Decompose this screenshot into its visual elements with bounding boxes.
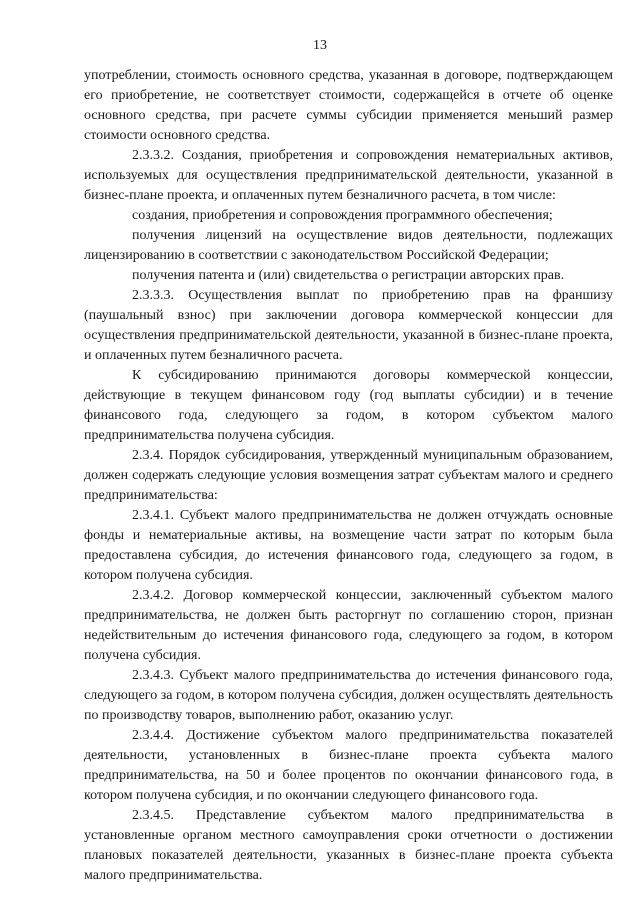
paragraph-2-3-4-1: 2.3.4.1. Субъект малого предпринимательства не должен отчуждать основные фонды и нематериальные активы, на возмещение части затрат по которым была предоставлена субсидия, до истечения финансового года, следующего за годом, в котором получена субсидия.	[84, 508, 613, 583]
paragraph-2-3-4-4: 2.3.4.4. Достижение субъектом малого предпринимательства показателей деятельности, установленных в бизнес-плане проекта субъекта малого предпринимательства, на 50 и более процентов по окончании финансового года, в котором получена субсидия, и по окончании следующего финансового года.	[84, 728, 613, 803]
page-number: 13	[313, 38, 327, 53]
list-item-licenses: получения лицензий на осуществление видов деятельности, подлежащих лицензированию в соответствии с законодательством Российской Федерации;	[84, 228, 613, 263]
paragraph-2-3-4-2: 2.3.4.2. Договор коммерческой концессии, заключенный субъектом малого предпринимательства, не должен быть расторгнут по соглашению сторон, признан недействительным до истечения финансового года, следующего за годом, в котором получена субсидия.	[84, 588, 613, 663]
paragraph-2-3-3-2: 2.3.3.2. Создания, приобретения и сопровождения нематериальных активов, используемых для осуществления предпринимательской деятельности, указанной в бизнес-плане проекта, и оплаченных путем безналичного расчета, в том числе:	[84, 148, 613, 203]
paragraph-2-3-4-3: 2.3.4.3. Субъект малого предпринимательства до истечения финансового года, следующего за годом, в котором получена субсидия, должен осуществлять деятельность по производству товаров, выполнению работ, оказанию услуг.	[84, 668, 613, 723]
paragraph-2-3-4: 2.3.4. Порядок субсидирования, утвержденный муниципальным образованием, должен содержать следующие условия возмещения затрат субъектам малого и среднего предпринимательства:	[84, 448, 613, 503]
list-item-patent: получения патента и (или) свидетельства о регистрации авторских прав.	[132, 268, 565, 283]
document-body	[84, 66, 613, 886]
paragraph-continuation: употреблении, стоимость основного средства, указанная в договоре, подтверждающем его приобретение, не соответствует стоимости, содержащейся в отчете об оценке основного средства, при расчете суммы субсидии применяется меньший размер стоимости основного средства.	[84, 68, 613, 143]
paragraph-2-3-4-5: 2.3.4.5. Представление субъектом малого предпринимательства в установленные органом местного самоуправления сроки отчетности о достижении плановых показателей деятельности, указанных в бизнес-плане проекта субъекта малого предпринимательства.	[84, 808, 613, 883]
paragraph-concession-contracts: К субсидированию принимаются договоры коммерческой концессии, действующие в текущем финансовом году (год выплаты субсидии) и в течение финансового года, следующего за годом, в котором субъектом малого предпринимательства получена субсидия.	[84, 368, 613, 443]
list-item-software: создания, приобретения и сопровождения программного обеспечения;	[132, 208, 553, 223]
paragraph-2-3-3-3: 2.3.3.3. Осуществления выплат по приобретению прав на франшизу (паушальный взнос) при заключении договора коммерческой концессии для осуществления предпринимательской деятельности, указанной в бизнес-плане проекта, и оплаченных путем безналичного расчета.	[84, 288, 613, 363]
